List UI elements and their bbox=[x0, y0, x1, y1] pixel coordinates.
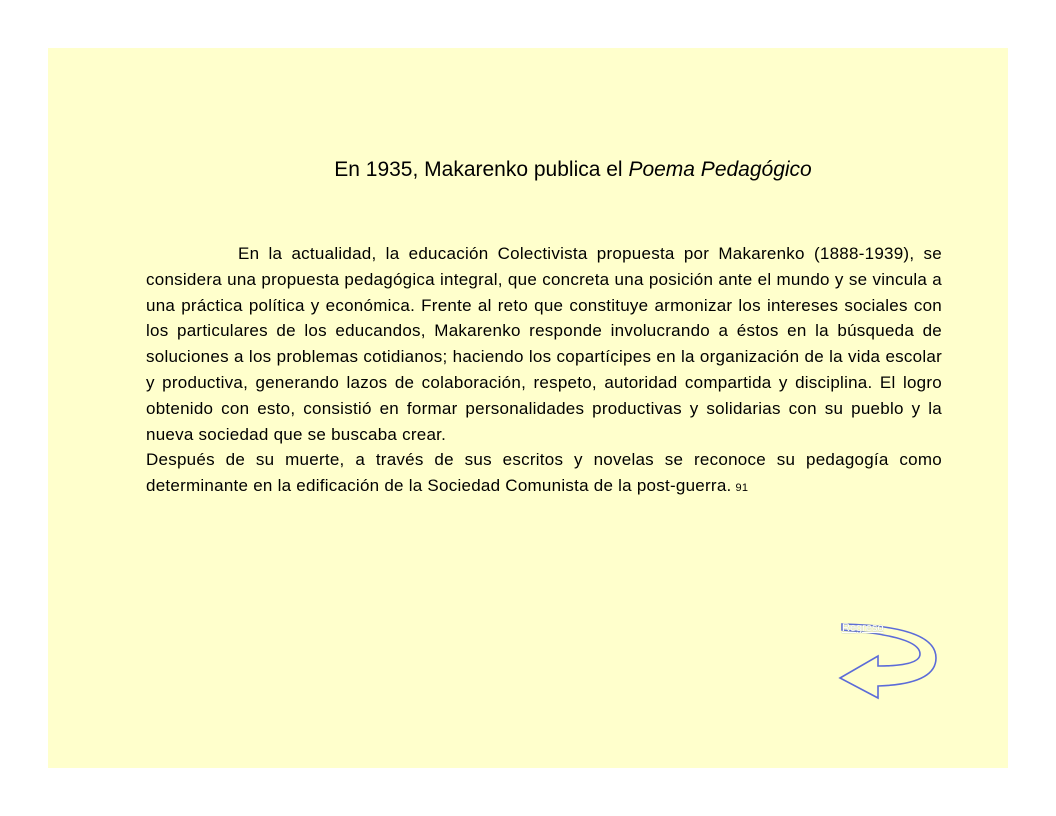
slide bbox=[48, 48, 1008, 768]
body-text bbox=[146, 241, 942, 502]
paragraph-1: En la actualidad, la educación Colectivista propuesta por Makarenko (1888-1939), se considera una propuesta pedagógica integral, que concreta una posición ante el mundo y se vincula a una práctica política y económica. Frente al reto que constituye armonizar los intereses sociales con los particulares de los educandos, Makarenko responde involucrando a éstos en la búsqueda de soluciones a los problemas cotidianos; haciendo los copartícipes en la organización de la vida escolar y productiva, generando lazos de colaboración, respeto, autoridad compartida y disciplina. El logro obtenido con esto, consistió en formar personalidades productivas y solidarias con su pueblo y la nueva sociedad que se buscaba crear. bbox=[146, 244, 942, 444]
slide-title bbox=[48, 158, 1056, 182]
footnote-marker: 91 bbox=[735, 482, 749, 495]
return-link[interactable]: Regreso bbox=[842, 622, 884, 634]
title-text: En 1935, Makarenko publica el bbox=[334, 158, 629, 181]
title-italic-text: Poema Pedagógico bbox=[628, 158, 812, 181]
paragraph-2 bbox=[146, 447, 942, 502]
paragraph-2-text: Después de su muerte, a través de sus escritos y novelas se reconoce su pedagogía como determinante en la edificación de la Sociedad Comunista de la post-guerra. bbox=[146, 450, 942, 496]
